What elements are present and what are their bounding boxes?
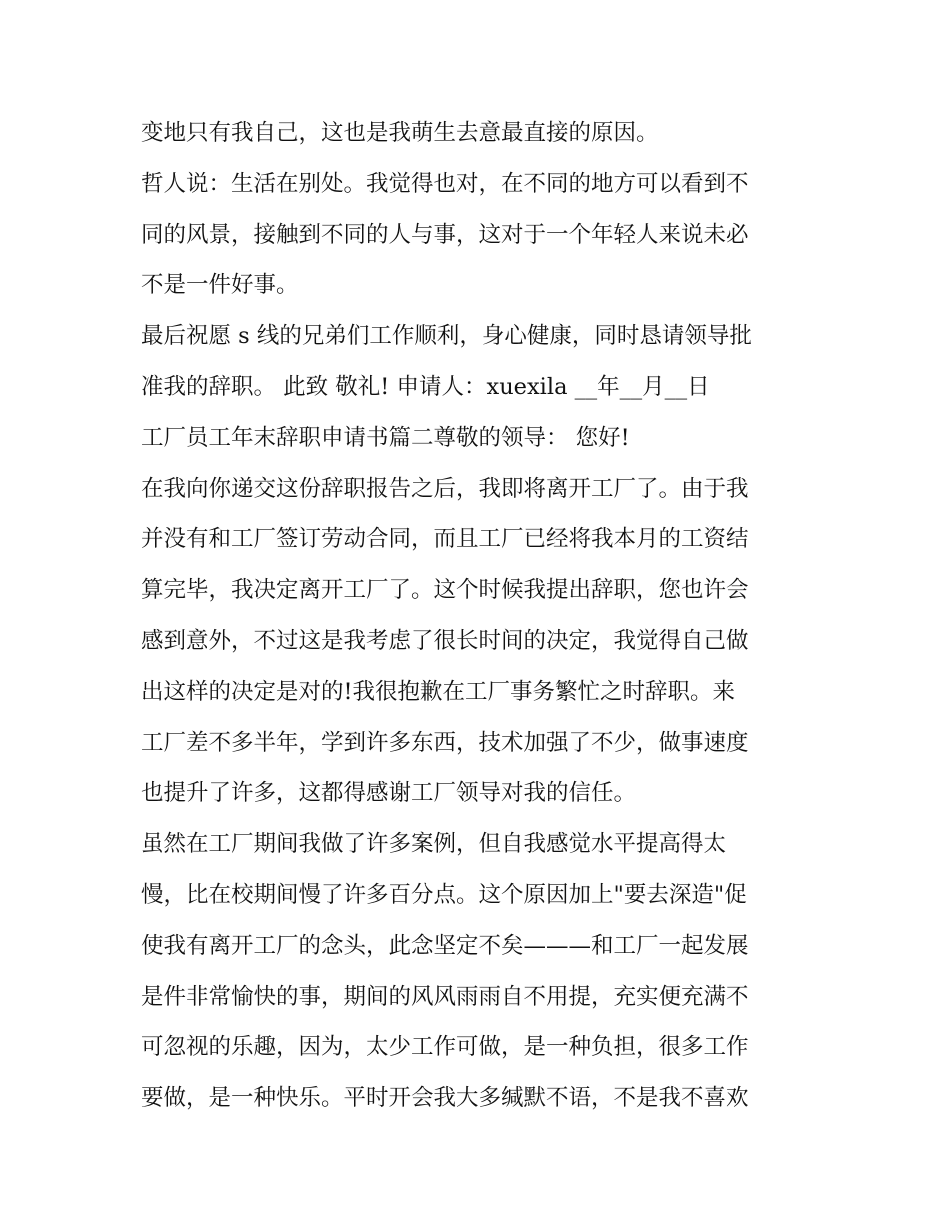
- text-line: 算完毕，我决定离开工厂了。这个时候我提出辞职，您也许会: [141, 577, 749, 604]
- text-line: 不是一件好事。: [141, 272, 299, 299]
- text-line: 慢，比在校期间慢了许多百分点。这个原因加上"要去深造"促: [141, 881, 747, 908]
- text-line: 并没有和工厂签订劳动合同，而且工厂已经将我本月的工资结: [141, 526, 749, 553]
- text-line: 可忽视的乐趣，因为，太少工作可做，是一种负担，很多工作: [141, 1034, 749, 1061]
- text-line: 是件非常愉快的事，期间的风风雨雨自不用提，充实便充满不: [141, 983, 749, 1010]
- text-line: 出这样的决定是对的!我很抱歉在工厂事务繁忙之时辞职。来: [141, 678, 736, 705]
- text-line: 工厂差不多半年，学到许多东西，技术加强了不少，做事速度: [141, 729, 749, 756]
- text-line: 准我的辞职。 此致 敬礼! 申请人：xuexila __年__月__日: [141, 373, 710, 400]
- text-line: 同的风景，接触到不同的人与事，这对于一个年轻人来说未必: [141, 221, 749, 248]
- text-line: 最后祝愿 s 线的兄弟们工作顺利，身心健康，同时恳请领导批: [141, 323, 752, 350]
- document-body: [141, 108, 821, 1124]
- text-line: 在我向你递交这份辞职报告之后，我即将离开工厂了。由于我: [141, 475, 749, 502]
- text-line: 虽然在工厂期间我做了许多案例，但自我感觉水平提高得太: [141, 831, 727, 858]
- section-heading-line: 工厂员工年末辞职申请书篇二尊敬的领导： 您好!: [141, 424, 630, 451]
- text-line: 要做，是一种快乐。平时开会我大多缄默不语，不是我不喜欢: [141, 1085, 749, 1112]
- text-line: 也提升了许多，这都得感谢工厂领导对我的信任。: [141, 780, 637, 807]
- text-line: 使我有离开工厂的念头，此念坚定不矣———和工厂一起发展: [141, 932, 749, 959]
- text-line: 哲人说：生活在别处。我觉得也对，在不同的地方可以看到不: [141, 170, 749, 197]
- text-line: 变地只有我自己，这也是我萌生去意最直接的原因。: [141, 120, 659, 146]
- text-line: 感到意外，不过这是我考虑了很长时间的决定，我觉得自己做: [141, 627, 749, 654]
